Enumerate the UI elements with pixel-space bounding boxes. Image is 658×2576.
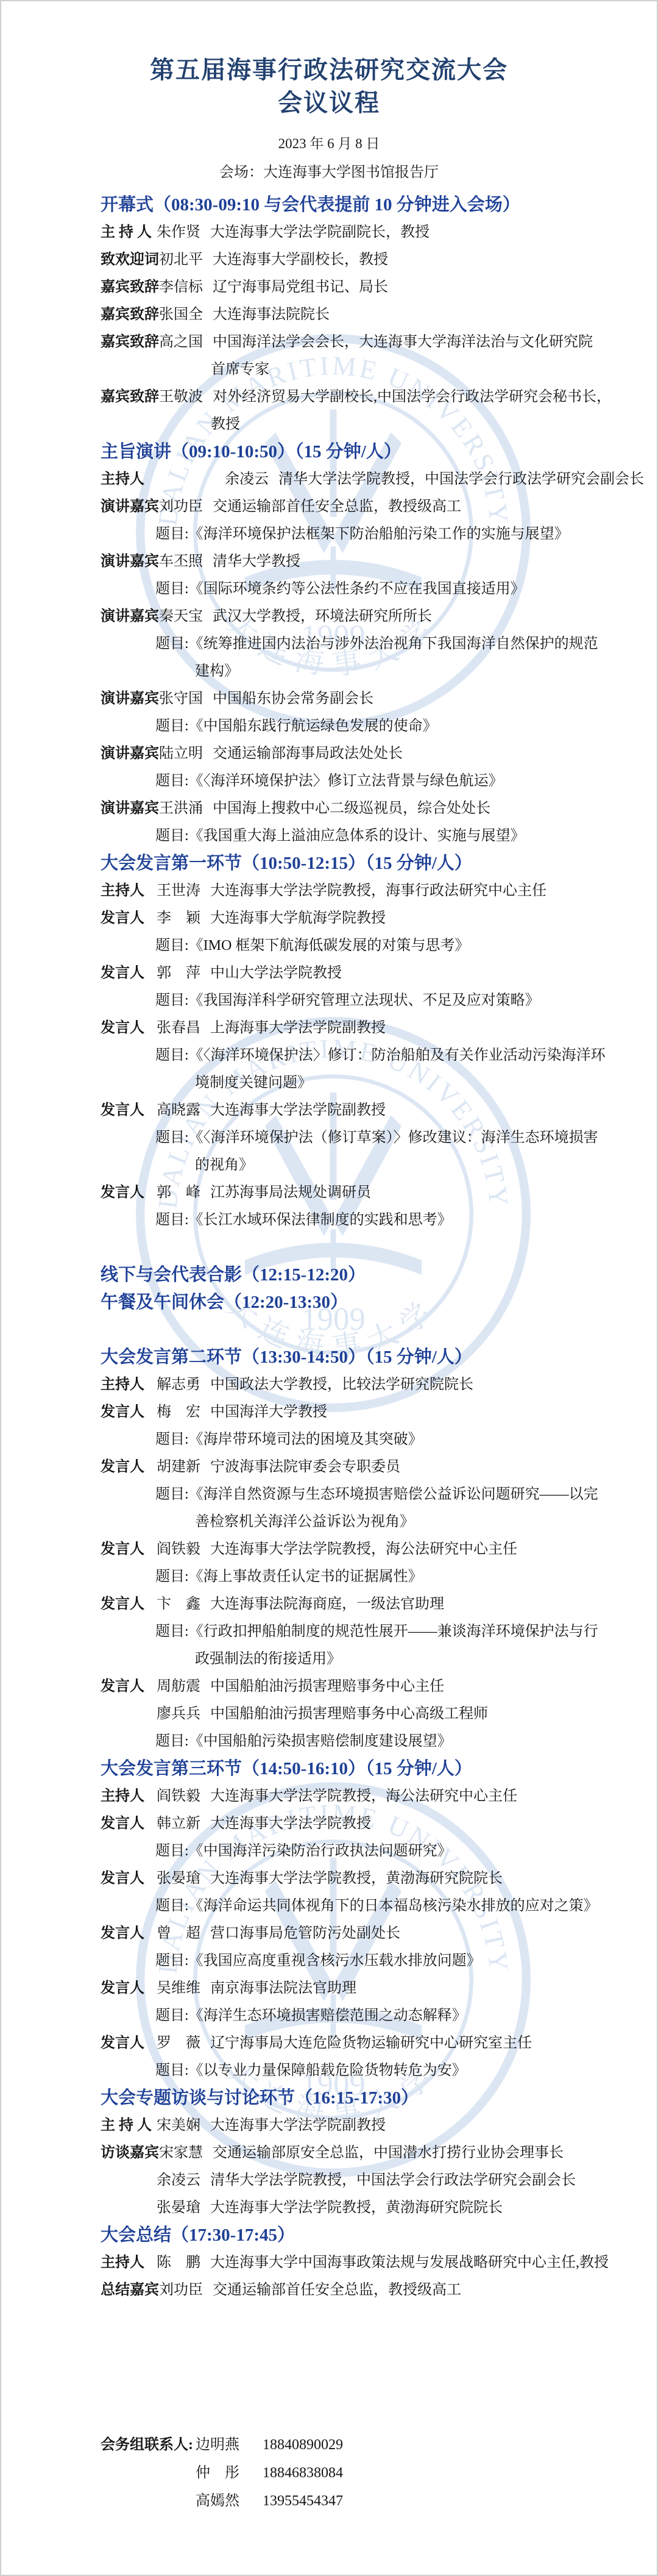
person-name: 张国全 — [159, 307, 203, 323]
person-row — [1, 301, 657, 329]
person-title: 交通运输部首任安全总监，教授级高工 — [213, 2282, 461, 2298]
person-name: 王世涛 — [157, 883, 200, 899]
person-name: 刘功臣 — [159, 2282, 203, 2298]
person-title: 大连海事大学法学院教授，黄渤海研究院院长 — [210, 2200, 503, 2216]
section-heading: 大会专题访谈与讨论环节（16:15-17:30） — [101, 2088, 419, 2108]
role-label: 发言人 — [101, 1541, 144, 1557]
topic-row: 题目:《我国海洋科学研究管理立法现状、不足及应对策略》 — [155, 993, 540, 1008]
person-title: 大连海事大学法学院教授，黄渤海研究院院长 — [210, 1871, 503, 1886]
person-title: 大连海事大学中国海事政策法规与发展战略研究中心主任,教授 — [210, 2255, 609, 2271]
person-row — [1, 1920, 657, 1947]
section-heading: 大会发言第二环节（13:30-14:50）（15 分钟/人） — [101, 1347, 472, 1367]
person-name: 卞 鑫 — [157, 1596, 200, 1612]
agenda-section — [1, 1289, 657, 1316]
person-title: 中山大学法学院教授 — [210, 965, 342, 981]
role-label: 发言人 — [101, 1816, 144, 1832]
person-title: 中国海上搜救中心二级巡视员，综合处处长 — [213, 801, 490, 816]
role-label: 发言人 — [101, 1871, 144, 1886]
person-name: 周舫震 — [157, 1679, 200, 1694]
section-heading: 大会发言第一环节（10:50-12:15）（15 分钟/人） — [101, 854, 472, 873]
topic-row: 题目:《海洋生态环境损害赔偿范围之动态解释》 — [155, 2008, 467, 2024]
agenda-section — [1, 2085, 657, 2222]
person-title: 大连海事大学副校长，教授 — [213, 252, 388, 268]
person-row — [1, 548, 657, 576]
person-title: 清华大学教授 — [213, 554, 300, 569]
person-name: 胡建新 — [157, 1459, 200, 1475]
person-title: 中国海洋法学会会长，大连海事大学海洋法治与文化研究院 — [213, 334, 593, 350]
topic-row: 题目:《〈海洋环境保护法（修订草案）〉修改建议：海洋生态环境损害 — [155, 1130, 598, 1146]
person-name: 宋美娴 — [157, 2118, 200, 2133]
person-row — [1, 1454, 657, 1481]
person-name: 余凌云 — [225, 471, 269, 487]
person-row — [1, 1673, 657, 1700]
person-row — [1, 274, 657, 301]
person-row — [1, 2249, 657, 2277]
role-label: 致欢迎词 — [101, 252, 159, 268]
person-row — [1, 1399, 657, 1426]
role-label: 嘉宾致辞 — [101, 279, 159, 295]
person-title: 中国海洋大学教授 — [210, 1404, 327, 1420]
person-name: 初北平 — [159, 252, 203, 268]
person-row — [1, 905, 657, 932]
person-title: 中国政法大学教授，比较法学研究院院长 — [210, 1377, 473, 1393]
role-label: 发言人 — [101, 1102, 144, 1118]
topic-row: 题目:《中国船舶污染损害赔偿制度建设展望》 — [155, 1733, 452, 1749]
person-row — [1, 2194, 657, 2222]
contact-line — [1, 2459, 657, 2487]
topic-row: 题目:《〈海洋环境保护法〉修订立法背景与绿色航运》 — [155, 773, 503, 789]
topic-continuation-row: 善检察机关海洋公益诉讼为视角》 — [195, 1514, 414, 1530]
person-name: 秦天宝 — [159, 608, 203, 624]
conference-date: 2023 年 6 月 8 日 — [278, 136, 380, 151]
person-title: 大连海事法院海商庭，一级法官助理 — [210, 1596, 444, 1612]
topic-row: 题目:《IMO 框架下航海低碳发展的对策与思考》 — [155, 938, 470, 954]
person-row — [1, 1179, 657, 1207]
person-name: 郭 萍 — [157, 965, 200, 981]
person-row — [1, 1700, 657, 1728]
person-row — [1, 384, 657, 411]
role-label: 主持人 — [101, 2255, 144, 2271]
person-row — [1, 1975, 657, 2002]
person-title: 中国船东协会常务副会长 — [213, 691, 373, 707]
section-heading: 主旨演讲（09:10-10:50）（15 分钟/人） — [101, 442, 402, 462]
topic-continuation-row: 建构》 — [195, 663, 239, 679]
topic-row: 题目:《长江水域环保法律制度的实践和思考》 — [155, 1212, 452, 1228]
person-title: 上海海事大学法学院副教授 — [210, 1020, 386, 1036]
person-title: 大连海事大学航海学院教授 — [210, 910, 386, 926]
person-title: 辽宁海事局大连危险货物运输研究中心研究室主任 — [210, 2035, 532, 2051]
section-heading: 开幕式（08:30-09:10 与会代表提前 10 分钟进入会场） — [101, 195, 520, 215]
role-label: 嘉宾致辞 — [101, 307, 159, 323]
person-row — [1, 1591, 657, 1618]
person-name: 郭 峰 — [157, 1185, 200, 1201]
role-label: 主 持 人 — [101, 224, 152, 240]
person-name: 王敬波 — [159, 389, 203, 405]
person-name: 朱作贤 — [157, 224, 200, 240]
role-label: 访谈嘉宾 — [101, 2145, 159, 2161]
person-name: 张晏瑲 — [157, 2200, 200, 2216]
person-name: 吴维维 — [157, 1980, 200, 1996]
person-row — [1, 2112, 657, 2139]
person-title: 中国船舶油污损害理赔事务中心主任 — [210, 1679, 444, 1694]
topic-row: 题目:《海洋自然资源与生态环境损害赔偿公益诉讼问题研究——以完 — [155, 1486, 598, 1502]
conference-title: 第五届海事行政法研究交流大会 — [150, 56, 508, 84]
contact-name: 高嫣然 — [196, 2493, 239, 2509]
role-label: 发言人 — [101, 1980, 144, 1996]
person-title: 江苏海事局法规处调研员 — [210, 1185, 371, 1201]
role-label: 演讲嘉宾 — [101, 554, 159, 569]
person-name: 阎铁毅 — [157, 1788, 200, 1804]
person-row — [1, 329, 657, 356]
person-row — [1, 795, 657, 822]
person-row — [1, 1097, 657, 1124]
person-name: 解志勇 — [157, 1377, 200, 1393]
topic-row: 题目:《〈海洋环境保护法〉修订：防治船舶及有关作业活动污染海洋环 — [155, 1047, 606, 1063]
role-label: 主持人 — [101, 1788, 144, 1804]
topic-row: 题目:《海洋命运共同体视角下的日本福岛核污染水排放的应对之策》 — [155, 1898, 598, 1914]
person-row — [1, 466, 657, 493]
contact-phone: 13955454347 — [263, 2493, 343, 2509]
contact-line — [1, 2431, 657, 2459]
agenda-subtitle: 会议议程 — [278, 89, 380, 116]
role-label: 主 持 人 — [101, 2118, 152, 2133]
contact-name: 仲 彤 — [196, 2465, 239, 2481]
agenda-section — [1, 1261, 657, 1289]
topic-row: 题目:《海上事故责任认定书的证据属性》 — [155, 1569, 423, 1585]
person-name: 刘功臣 — [159, 499, 203, 515]
agenda-section — [1, 850, 657, 1234]
role-label: 发言人 — [101, 2035, 144, 2051]
person-row — [1, 2030, 657, 2057]
contact-label: 会务组联系人: — [101, 2437, 193, 2453]
description-continuation-row: 教授 — [211, 416, 240, 432]
person-name: 罗 薇 — [157, 2035, 200, 2051]
role-label: 总结嘉宾 — [101, 2282, 159, 2298]
role-label: 发言人 — [101, 910, 144, 926]
person-name: 张晏瑲 — [157, 1871, 200, 1886]
person-title: 交通运输部海事局政法处处长 — [213, 746, 403, 762]
person-name: 宋家慧 — [159, 2145, 203, 2161]
person-row — [1, 685, 657, 713]
person-row — [1, 493, 657, 521]
person-title: 大连海事大学法学院教授 — [210, 1816, 371, 1832]
person-title: 大连海事大学法学院教授，海事行政法研究中心主任 — [210, 883, 547, 899]
person-title: 大连海事法院院长 — [213, 307, 330, 323]
person-name: 李 颖 — [157, 910, 200, 926]
person-name: 余凌云 — [157, 2172, 200, 2188]
person-title: 南京海事法院法官助理 — [210, 1980, 356, 1996]
person-name: 梅 宏 — [157, 1404, 200, 1420]
person-title: 中国船舶油污损害理赔事务中心高级工程师 — [210, 1706, 488, 1722]
person-row — [1, 1810, 657, 1838]
person-name: 李信标 — [159, 279, 203, 295]
topic-row: 题目:《我国重大海上溢油应急体系的设计、实施与展望》 — [155, 828, 525, 844]
person-title: 交通运输部原安全总监，中国潜水打捞行业协会理事长 — [213, 2145, 564, 2161]
role-label: 演讲嘉宾 — [101, 499, 159, 515]
person-name: 韩立新 — [157, 1816, 200, 1832]
agenda-section — [1, 1344, 657, 1755]
section-heading: 大会总结（17:30-17:45） — [101, 2225, 295, 2245]
person-title: 大连海事大学法学院副教授 — [210, 1102, 386, 1118]
agenda-body — [1, 191, 657, 2304]
section-heading: 午餐及午间休会（12:20-13:30） — [101, 1293, 348, 1312]
person-name: 阎铁毅 — [157, 1541, 200, 1557]
role-label: 演讲嘉宾 — [101, 691, 159, 707]
role-label: 发言人 — [101, 1185, 144, 1201]
person-name: 陆立明 — [159, 746, 203, 762]
person-title: 宁波海事法院审委会专职委员 — [210, 1459, 400, 1475]
role-label: 演讲嘉宾 — [101, 801, 159, 816]
person-title: 营口海事局危管防污处副处长 — [210, 1925, 400, 1941]
role-label: 发言人 — [101, 1020, 144, 1036]
person-title: 大连海事大学法学院教授，海公法研究中心主任 — [210, 1788, 517, 1804]
agenda-section — [1, 1755, 657, 2085]
topic-continuation-row: 的视角》 — [195, 1157, 253, 1173]
person-name: 车丕照 — [159, 554, 203, 569]
topic-row: 题目:《行政扣押船舶制度的规范性展开——兼谈海洋环境保护法与行 — [155, 1624, 598, 1639]
topic-continuation-row: 境制度关键问题》 — [195, 1075, 312, 1091]
topic-row: 题目:《中国海洋污染防治行政执法问题研究》 — [155, 1843, 452, 1859]
person-title: 武汉大学教授，环境法研究所所长 — [213, 608, 432, 624]
person-row — [1, 1536, 657, 1563]
topic-row: 题目:《以专业力量保障船载危险货物转危为安》 — [155, 2063, 467, 2078]
person-row — [1, 603, 657, 630]
person-title: 清华大学法学院教授，中国法学会行政法学研究会副会长 — [210, 2172, 576, 2188]
role-label: 嘉宾致辞 — [101, 334, 159, 350]
person-name: 高晓露 — [157, 1102, 200, 1118]
agenda-section — [1, 191, 657, 438]
person-row — [1, 219, 657, 246]
role-label: 演讲嘉宾 — [101, 746, 159, 762]
topic-continuation-row: 政强制法的衔接适用》 — [195, 1651, 341, 1667]
contact-phone: 18846838084 — [263, 2465, 343, 2481]
agenda-section — [1, 438, 657, 850]
person-title: 大连海事大学法学院副院长，教授 — [210, 224, 430, 240]
person-row — [1, 2139, 657, 2167]
person-name: 张春昌 — [157, 1020, 200, 1036]
person-name: 王洪涌 — [159, 801, 203, 816]
section-heading: 线下与会代表合影（12:15-12:20） — [101, 1265, 366, 1285]
person-name: 张守国 — [159, 691, 203, 707]
topic-row: 题目:《统筹推进国内法治与涉外法治视角下我国海洋自然保护的规范 — [155, 636, 598, 652]
person-name: 曾 超 — [157, 1925, 200, 1941]
person-row — [1, 246, 657, 274]
topic-row: 题目:《海岸带环境司法的困境及其突破》 — [155, 1432, 423, 1447]
person-row — [1, 877, 657, 905]
role-label: 发言人 — [101, 1459, 144, 1475]
role-label: 发言人 — [101, 1596, 144, 1612]
role-label: 主持人 — [101, 883, 144, 899]
role-label: 发言人 — [101, 1404, 144, 1420]
role-label: 发言人 — [101, 1925, 144, 1941]
person-title: 对外经济贸易大学副校长,中国法学会行政法学研究会秘书长， — [213, 389, 611, 405]
person-title: 大连海事大学法学院教授，海公法研究中心主任 — [210, 1541, 517, 1557]
contact-line — [1, 2487, 657, 2515]
person-title: 辽宁海事局党组书记、局长 — [213, 279, 388, 295]
conference-venue: 会场：大连海事大学图书馆报告厅 — [219, 165, 439, 180]
footer-contacts — [1, 2431, 657, 2515]
person-row — [1, 2167, 657, 2194]
topic-row: 题目:《国际环境条约等公法性条约不应在我国直接适用》 — [155, 581, 525, 597]
person-row — [1, 740, 657, 768]
contact-name: 边明燕 — [196, 2437, 239, 2453]
person-title: 清华大学法学院教授，中国法学会行政法学研究会副会长 — [278, 471, 644, 487]
role-label: 嘉宾致辞 — [101, 389, 159, 405]
role-label: 发言人 — [101, 1679, 144, 1694]
description-continuation-row: 首席专家 — [211, 362, 269, 377]
person-row — [1, 1783, 657, 1810]
person-row — [1, 1865, 657, 1893]
contact-phone: 18840890029 — [263, 2437, 343, 2453]
person-name: 高之国 — [159, 334, 203, 350]
role-label: 演讲嘉宾 — [101, 608, 159, 624]
topic-row: 题目:《我国应高度重视含核污水压载水排放问题》 — [155, 1953, 481, 1969]
person-row — [1, 1371, 657, 1399]
agenda-section — [1, 2222, 657, 2304]
person-name: 陈 鹏 — [157, 2255, 200, 2271]
section-heading: 大会发言第三环节（14:50-16:10）（15 分钟/人） — [101, 1759, 472, 1779]
person-row — [1, 960, 657, 987]
person-name: 廖兵兵 — [157, 1706, 200, 1722]
topic-row: 题目:《海洋环境保护法框架下防治船舶污染工作的实施与展望》 — [155, 526, 569, 542]
role-label: 主持人 — [101, 471, 144, 487]
person-row — [1, 2277, 657, 2304]
document-header — [1, 1, 657, 183]
person-title: 交通运输部首任安全总监，教授级高工 — [213, 499, 461, 515]
role-label: 主持人 — [101, 1377, 144, 1393]
person-title: 大连海事大学法学院副教授 — [210, 2118, 386, 2133]
person-row — [1, 1015, 657, 1042]
role-label: 发言人 — [101, 965, 144, 981]
topic-row: 题目:《中国船东践行航运绿色发展的使命》 — [155, 718, 437, 734]
